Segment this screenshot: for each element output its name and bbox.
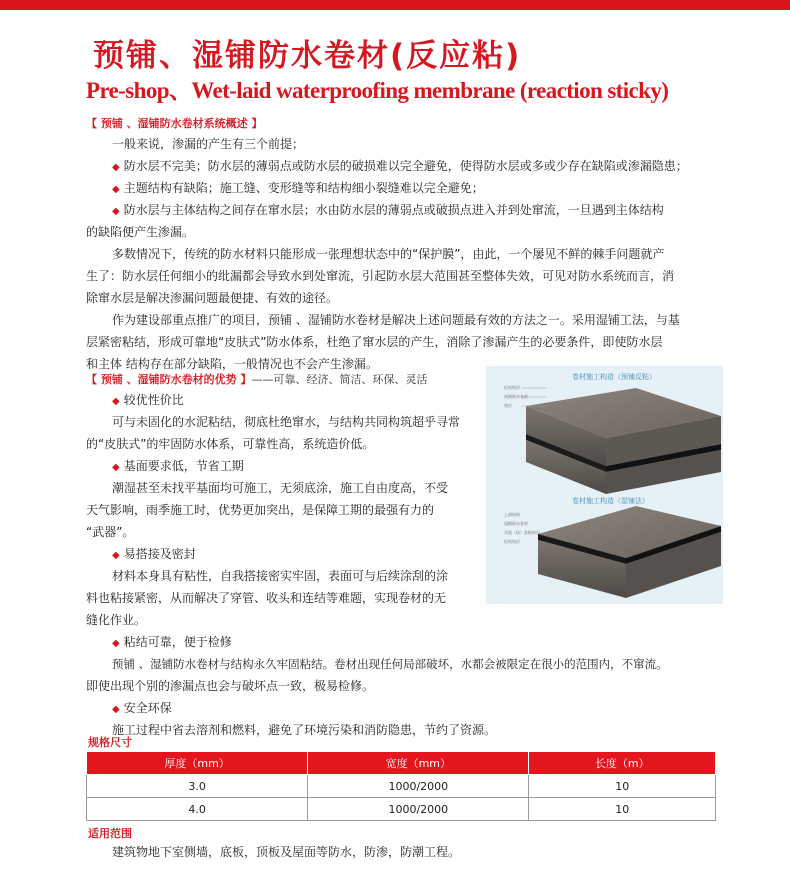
diamond-bullet-icon: ◆ (112, 704, 120, 715)
overview-paragraph-line: 作为建设部重点推广的项目，预铺 、湿铺防水卷材是解决上述问题最有效的方法之一。采用湿铺工法，与基 (112, 313, 680, 327)
table-cell: 3.0 (87, 775, 308, 798)
diagram-caption-bottom: 卷材施工构造（湿铺法） (572, 497, 649, 505)
overview-paragraph-line: 层紧密粘结，形成可靠地“皮肤式”防水体系，杜绝了窜水层的产生，消除了渗漏产生的必要条件，即使防水层 (86, 335, 663, 349)
advantage-text-line: 料也粘接紧密，从而解决了穿管、收头和连结等难题，实现卷材的无 (86, 591, 447, 605)
top-red-bar (0, 0, 790, 10)
overview-paragraph-line: 除窜水层是解决渗漏问题最便捷、有效的途径。 (86, 291, 339, 305)
spec-table (86, 751, 716, 821)
overview-paragraph-line: 和主体 结构存在部分缺陷，一般情况也不会产生渗漏。 (86, 357, 378, 371)
diagram-label: 预铺防水卷材 (504, 394, 528, 399)
diamond-bullet-icon: ◆ (112, 550, 120, 561)
advantage-text-line: 即使出现个别的渗漏点也会与破坏点一致，极易检修。 (86, 679, 375, 693)
advantage-text-line: 材料本身具有粘性，自我搭接密实牢固，表面可与后续涂刮的涂 (112, 569, 449, 583)
advantage-title: ◆ 基面要求低，节省工期 (112, 459, 244, 473)
column-header: 长度（m） (529, 752, 716, 775)
diamond-bullet-icon: ◆ (112, 396, 120, 407)
table-cell: 10 (529, 798, 716, 821)
scope-text: 建筑物地下室侧墙，底板，顶板及屋面等防水，防渗，防潮工程。 (112, 845, 461, 859)
overview-paragraph-line: 生了：防水层任何细小的纰漏都会导致水到处窜流，引起防水层大范围甚至整体失效，可见对防水系统而言，消 (86, 269, 675, 283)
table-header-row (87, 752, 716, 775)
diamond-bullet-icon: ◆ (112, 206, 120, 217)
diagram-label: 上部结构 (504, 512, 520, 517)
overview-heading: 【 预铺 、湿铺防水卷材系统概述 】 (86, 117, 263, 130)
diagram-label: 垫层 (504, 403, 512, 408)
page-title: 预铺、湿铺防水卷材(反应粘) (93, 38, 522, 74)
diagram-label: 砼结构层 (504, 385, 520, 390)
table-cell: 1000/2000 (308, 775, 529, 798)
advantage-text-line: 的“皮肤式”的牢固防水体系，可靠性高，系统造价低。 (86, 437, 375, 451)
diagram-label: 水泥（砂）浆粘结层 (504, 530, 540, 535)
table-row (87, 798, 716, 821)
diamond-bullet-icon: ◆ (112, 638, 120, 649)
advantage-text-line: 潮湿甚至未找平基面均可施工，无须底涂，施工自由度高，不受 (112, 481, 449, 495)
diamond-bullet-icon: ◆ (112, 184, 120, 195)
table-cell: 10 (529, 775, 716, 798)
advantage-text-line: 缝化作业。 (86, 613, 147, 627)
scope-heading: 适用范围 (88, 827, 132, 840)
advantage-title: ◆ 易搭接及密封 (112, 547, 196, 561)
diamond-bullet-icon: ◆ (112, 162, 120, 173)
table-cell: 4.0 (87, 798, 308, 821)
overview-bullet: ◆ 主题结构有缺陷；施工缝、变形缝等和结构细小裂缝难以完全避免； (112, 181, 484, 195)
spec-heading: 规格尺寸 (88, 736, 132, 749)
diagram-caption-top: 卷材施工构造（预铺反粘） (572, 373, 656, 381)
advantages-heading: 【 预铺 、湿铺防水卷材的优势 】——可靠、经济、简洁、环保、灵活 (86, 373, 428, 386)
table-row (87, 775, 716, 798)
advantage-title: ◆ 粘结可靠，便于检修 (112, 635, 232, 649)
advantage-text-line: 可与未固化的水泥粘结，彻底杜绝窜水，与结构共同构筑超乎寻常 (112, 415, 461, 429)
overview-paragraph-line: 多数情况下，传统的防水材料只能形成一张理想状态中的“保护膜”，由此，一个屡见不鲜的棘手问题就产 (112, 247, 665, 261)
column-header: 宽度（mm） (308, 752, 529, 775)
diagram-label: 砼结构层 (504, 539, 520, 544)
overview-intro: 一般来说，渗漏的产生有三个前提； (112, 137, 305, 151)
advantage-text-line: 施工过程中省去溶剂和燃料，避免了环境污染和消防隐患，节约了资源。 (112, 723, 497, 737)
diamond-bullet-icon: ◆ (112, 462, 120, 473)
overview-bullet: ◆ 防水层不完美；防水层的薄弱点或防水层的破损难以完全避免，使得防水层或多或少存在缺陷或渗漏隐患； (112, 159, 688, 173)
advantage-text-line: 天气影响，雨季施工时，优势更加突出，是保障工期的最强有力的 (86, 503, 435, 517)
overview-bullet: ◆ 防水层与主体结构之间存在窜水层；水由防水层的薄弱点或破损点进入并到处窜流，一旦遇到主体结构 (112, 203, 664, 217)
page-subtitle-english: Pre-shop、Wet-laid waterproofing membrane (reaction sticky) (86, 78, 669, 103)
diagram-label: 湿铺防水卷材 (504, 521, 528, 526)
table-cell: 1000/2000 (308, 798, 529, 821)
advantage-text-line: “武器”。 (86, 525, 135, 539)
column-header: 厚度（mm） (87, 752, 308, 775)
advantage-title: ◆ 安全环保 (112, 701, 172, 715)
construction-diagram (486, 366, 723, 604)
advantage-text-line: 预铺 、湿铺防水卷材与结构永久牢固粘结。卷材出现任何局部破坏，水都会被限定在很小的范围内，不窜流。 (112, 657, 668, 671)
overview-bullet-continued: 的缺陷便产生渗漏。 (86, 225, 195, 239)
advantage-title: ◆ 较优性价比 (112, 393, 184, 407)
membrane-layer-illustration (486, 366, 723, 604)
